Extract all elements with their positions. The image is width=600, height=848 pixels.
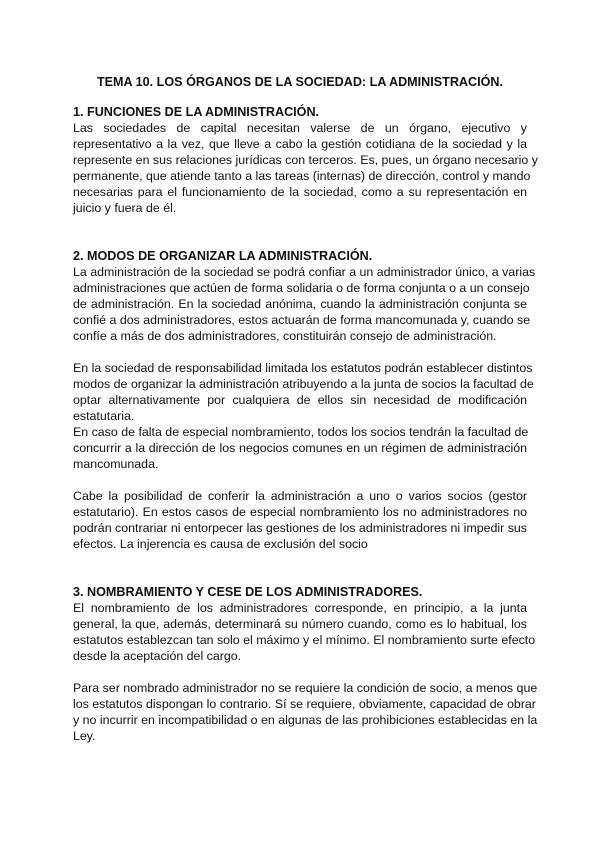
paragraph	[73, 264, 536, 344]
text-line: estatutos establezcan tan solo el máximo y el mínimo. El nombramiento surte efecto	[73, 633, 536, 647]
text-line: Ley.	[73, 729, 96, 743]
text-line: modos de organizar la administración atribuyendo a la junta de socios la facultad de	[73, 377, 534, 391]
paragraph	[73, 120, 538, 216]
text-line: de administración. En la sociedad anónima, cuando la administración conjunta se	[73, 297, 527, 311]
text-line: En caso de falta de especial nombramiento, todos los socios tendrán la facultad de	[73, 425, 529, 439]
text-line: confíe a más de dos administradores, constituirán consejo de administración.	[73, 329, 497, 343]
text-line: estatutario). En estos casos de especial nombramiento los no administradores no	[73, 505, 527, 519]
text-line: optar alternativamente por cualquiera de ellos sin necesidad de modificación	[73, 393, 527, 407]
text-line: general, la que, además, determinará su número cuando, como es lo habitual, los	[73, 617, 527, 631]
section-heading: 2. MODOS DE ORGANIZAR LA ADMINISTRACIÓN.	[73, 249, 373, 263]
text-line: Cabe la posibilidad de conferir la administración a uno o varios socios (gestor	[73, 489, 527, 503]
text-line: juicio y fuera de él.	[73, 201, 177, 215]
document-title: TEMA 10. LOS ÓRGANOS DE LA SOCIEDAD: LA ADMINISTRACIÓN.	[96, 75, 504, 89]
text-line: necesarias para el funcionamiento de la sociedad, como a su representación en	[73, 185, 527, 199]
paragraph	[73, 600, 536, 664]
paragraph	[73, 360, 534, 424]
text-line: En la sociedad de responsabilidad limitada los estatutos podrán establecer distintos	[73, 361, 533, 375]
paragraph	[73, 424, 527, 472]
text-line: La administración de la sociedad se podrá confiar a un administrador único, a varias	[73, 265, 536, 279]
text-line: y no incurrir en incompatibilidad o en algunas de las prohibiciones establecidas en la	[73, 713, 538, 727]
text-line: permanente, que atiende tanto a las tareas (internas) de dirección, control y mando	[73, 169, 531, 183]
section-heading: 1. FUNCIONES DE LA ADMINISTRACIÓN.	[73, 105, 320, 119]
text-line: efectos. La injerencia es causa de exclusión del socio	[73, 537, 368, 551]
text-line: represente en sus relaciones jurídicas con terceros. Es, pues, un órgano necesario y	[73, 153, 538, 167]
text-line: El nombramiento de los administradores corresponde, en principio, a la junta	[73, 601, 527, 615]
paragraph	[73, 488, 527, 552]
text-line: desde la aceptación del cargo.	[73, 649, 242, 663]
section-heading: 3. NOMBRAMIENTO Y CESE DE LOS ADMINISTRADORES.	[73, 585, 423, 599]
text-line: mancomunada.	[73, 457, 159, 471]
text-line: podrán contrariar ni entorpecer las gestiones de los administradores ni impedir sus	[73, 521, 527, 535]
text-line: confié a dos administradores, estos actuarán de forma mancomunada y, cuando se	[73, 313, 531, 327]
text-line: Las sociedades de capital necesitan valerse de un órgano, ejecutivo y	[73, 121, 527, 135]
text-line: representativo a la vez, que lleve a cabo la gestión cotidiana de la sociedad y la	[73, 137, 527, 151]
text-line: estatutaria.	[73, 409, 135, 423]
text-line: concurrir a la dirección de los negocios comunes en un régimen de administración	[73, 441, 527, 455]
text-line: administraciones que actúen de forma solidaria o de forma conjunta o a un consejo	[73, 281, 530, 295]
paragraph	[73, 680, 538, 744]
text-line: los estatutos dispongan lo contrario. Sí se requiere, obviamente, capacidad de obrar	[73, 697, 536, 711]
text-line: Para ser nombrado administrador no se requiere la condición de socio, a menos que	[73, 681, 538, 695]
